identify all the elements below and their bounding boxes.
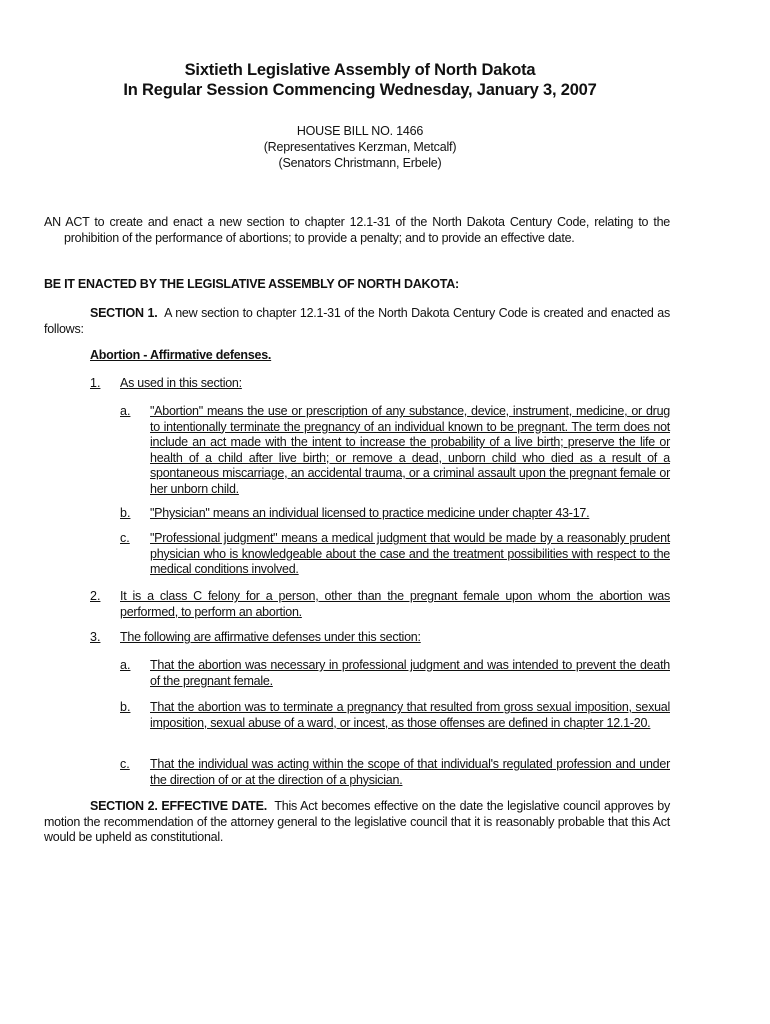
section-2-label: SECTION 2. EFFECTIVE DATE. — [90, 799, 267, 813]
title-line-1: Sixtieth Legislative Assembly of North Dakota — [184, 61, 536, 79]
item-number: 1. — [90, 376, 101, 390]
item-number: 2. — [90, 589, 101, 603]
subitem-text: That the abortion was to terminate a pregnancy that resulted from gross sexual imposition, sexual imposition, sexual abuse of a ward, or incest, as those offenses are defined in chapter 12.1-20. — [150, 700, 670, 730]
subitem-text: "Physician" means an individual licensed to practice medicine under chapter 43-17. — [150, 506, 590, 520]
section-1-label: SECTION 1. — [90, 306, 158, 320]
section-2 — [44, 799, 670, 846]
act-title: AN ACT to create and enact a new section to chapter 12.1-31 of the North Dakota Century Code, relating to the prohibition of the performance of abortions; to provide a penalty; and to provide an effective date. — [44, 215, 670, 245]
item-text: It is a class C felony for a person, other than the pregnant female upon whom the abortion was performed, to perform an abortion. — [120, 589, 670, 619]
enacting-clause: BE IT ENACTED BY THE LEGISLATIVE ASSEMBLY OF NORTH DAKOTA: — [44, 277, 459, 291]
subitem-number: a. — [120, 404, 131, 418]
representatives: (Representatives Kerzman, Metcalf) — [263, 140, 457, 154]
item-text: As used in this section: — [120, 376, 242, 390]
senators: (Senators Christmann, Erbele) — [278, 156, 442, 170]
title-line-2: In Regular Session Commencing Wednesday, January 3, 2007 — [123, 81, 597, 99]
subitem-text: "Professional judgment" means a medical judgment that would be made by a reasonably prudent physician who is knowledgeable about the case and the treatment possibilities with respect to the medical conditions involved. — [150, 531, 670, 576]
subitem-text: "Abortion" means the use or prescription of any substance, device, instrument, medicine, or drug to intentionally terminate the pregnancy of an individual known to be pregnant. The term does not include an act made with the intent to increase the probability of a live birth; preserve the life or health of a child after live birth; or remove a dead, unborn child who died as a result of a spontaneous miscarriage, an accidental trauma, or a criminal assault upon the pregnant female or her unborn child. — [150, 404, 670, 496]
section-heading: Abortion - Affirmative defenses. — [90, 348, 272, 362]
subitem-number: c. — [120, 531, 130, 545]
item-text: The following are affirmative defenses under this section: — [120, 630, 421, 644]
subitem-number: b. — [120, 700, 131, 714]
subitem-text: That the abortion was necessary in professional judgment and was intended to prevent the death of the pregnant female. — [150, 658, 670, 688]
section-1-text: A new section to chapter 12.1-31 of the North Dakota Century Code is created and enacted as follows: — [44, 306, 670, 336]
subitem-number: a. — [120, 658, 131, 672]
subitem-text: That the individual was acting within the scope of that individual's regulated profession and under the direction of or at the direction of a physician. — [150, 757, 670, 787]
bill-number: HOUSE BILL NO. 1466 — [296, 124, 424, 138]
section-2-text: This Act becomes effective on the date the legislative council approves by motion the recommendation of the attorney general to the legislative council that it is reasonably probable that this Act would be upheld as constitutional. — [44, 799, 670, 844]
subitem-number: c. — [120, 757, 130, 771]
subitem-number: b. — [120, 506, 131, 520]
item-number: 3. — [90, 630, 101, 644]
section-1-intro — [44, 306, 670, 337]
